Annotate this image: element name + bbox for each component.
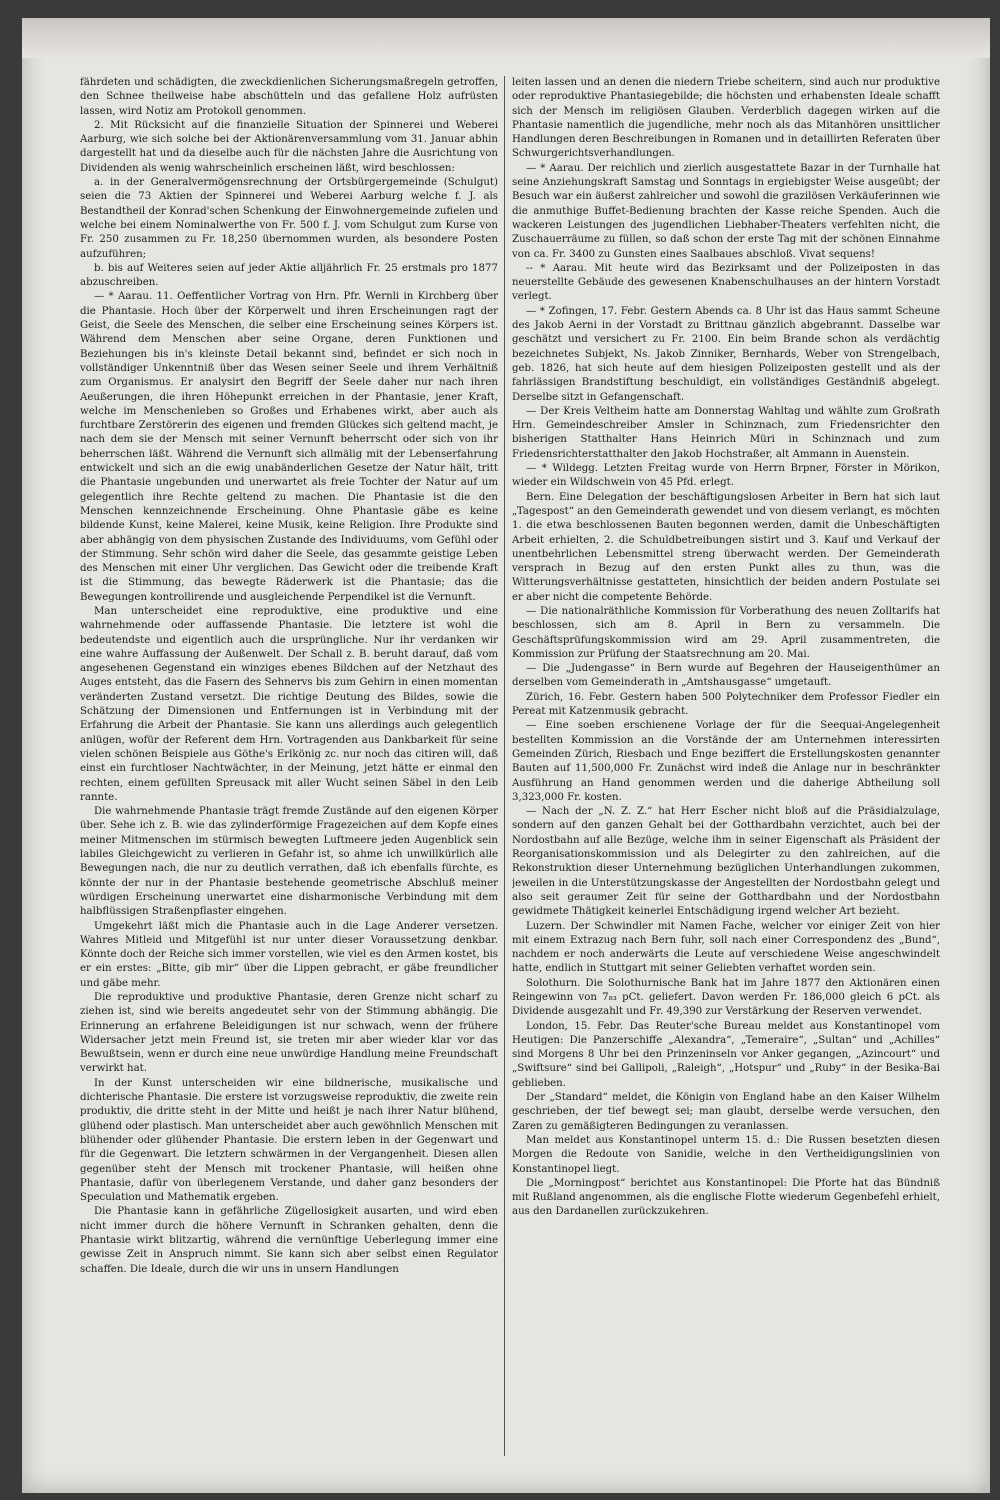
paragraph: 2. Mit Rücksicht auf die finanzielle Situation der Spinnerei und Weberei Aarburg, wie sich solche bei der Aktionärenversammlung vom 31. Januar abhin dargestellt hat und da dieselbe auch für die nächsten Jahre die Ausrichtung von Dividenden als wenig wahrscheinlich erscheinen läßt, wird beschlossen: bbox=[80, 119, 498, 174]
paragraph: — * Wildegg. Letzten Freitag wurde von Herrn Brpner, Förster in Mörikon, wieder ein Wildschwein von 45 Pfd. erlegt. bbox=[512, 463, 940, 489]
paragraph: Zürich, 16. Febr. Gestern haben 500 Polytechniker dem Professor Fiedler ein Pereat mit Katzenmusik gebracht. bbox=[512, 691, 940, 718]
paragraph: — * Aarau. Der reichlich und zierlich ausgestattete Bazar in der Turnhalle hat seine Anziehungskraft Samstag und Sonntags in ergiebigster Weise ausgeübt; der Besuch war ein äußerst zahlreicher und sowohl die grazilösen Verkäuferinnen wie die anmuthige Buffet-Bedienung brachten der Kasse reiche Spenden. Auch die wackeren Leistungen des jugendlichen Liebhaber-Theaters verfehlten nicht, die Zuschauerräume zu füllen, so daß schon der erste Tag mit der schönen Einnahme von ca. Fr. 3400 zu Gunsten eines Saalbaues abschloß. Vivat sequens! bbox=[512, 162, 940, 260]
paragraph: Man meldet aus Konstantinopel unterm 15. d.: Die Russen besetzten diesen Morgen die Redoute von Sanidie, welche in den Vertheidigungslinien von Konstantinopel liegt. bbox=[512, 1134, 940, 1175]
paragraph: Die „Morningpost“ berichtet aus Konstantinopel: Die Pforte hat das Bündniß mit Rußland angenommen, als die englische Flotte wiederum Gegenbefehl erhielt, aus den Dardanellen zurückzukehren. bbox=[512, 1177, 940, 1218]
newspaper-page bbox=[22, 18, 990, 1493]
column-divider bbox=[504, 76, 505, 1456]
paragraph: -- * Aarau. Mit heute wird das Bezirksamt und der Polizeiposten in das neuerstellte Gebäude des gewesenen Knabenschulhauses an der hintern Vorstadt verlegt. bbox=[512, 262, 940, 303]
paragraph: leiten lassen und an denen die niedern Triebe scheitern, sind auch nur produktive oder reproduktive Phantasiegebilde; die höchsten und erhabensten Ideale schafft sich der Mensch im religiösen Glauben. Verderblich dagegen wirken auf die Phantasie namentlich die jugendliche, mehr noch als das Mitanhören unsittlicher Handlungen deren Beschreibungen in Romanen und in detaillirten Referaten über Schwurgerichtsverhandlungen. bbox=[512, 77, 940, 160]
left-column bbox=[80, 76, 498, 1466]
paragraph: — * Aarau. 11. Oeffentlicher Vortrag von Hrn. Pfr. Wernli in Kirchberg über die Phantasie. Hoch über der Körperwelt und ihren Erscheinungen ragt der Geist, die Seele des Menschen, die selber eine Erscheinung seines Körpers ist. Während dem Menschen aber seine Organe, deren Funktionen und Beziehungen bis in's kleinste Detail bekannt sind, befindet er sich noch in vollständiger Unkenntniß über das Wesen seiner Seele und ihrem Verhältniß zum Organismus. Er analysirt den Begriff der Seele daher nur nach ihren Aeußerungen, die ihren Höhepunkt erreichen in der Phantasie, jener Kraft, welche im Menschenleben so Großes und Erhabenes wirkt, aber auch als furchtbare Zerstörerin des eigenen und fremden Glückes sich geltend macht, je nach dem sie der Mensch mit seiner Vernunft beherrscht oder sich von ihr beherrschen läßt. Während die Vernunft sich allmälig mit der Lebenserfahrung entwickelt und sich an die ewig unabänderlichen Gesetze der Natur hält, tritt die Phantasie ungebunden und unerwartet als freie Tochter der Natur auf um gelegentlich ihre Rechte geltend zu machen. Die Phantasie ist die den Menschen kennzeichnende Erscheinung. Ohne Phantasie gäbe es keine bildende Kunst, keine Malerei, keine Musik, keine Religion. Ihre Produkte sind aber abhängig von dem physischen Zustande des Individuums, vom Gefühl oder der Stimmung. Sehr schön wird daher die Seele, das gesammte geistige Leben des Menschen mit einer Uhr verglichen. Das Gewicht oder die treibende Kraft ist die Stimmung, das bewegte Räderwerk ist die Phantasie; das die Bewegungen kontrollirende und ausgleichende Perpendikel ist die Vernunft. bbox=[80, 291, 498, 603]
paragraph: In der Kunst unterscheiden wir eine bildnerische, musikalische und dichterische Phantasie. Die erstere ist vorzugsweise reproduktiv, die zweite rein produktiv, die dritte steht in der Mitte und heißt je nach ihrer Natur blühend, glühend oder plastisch. Man unterscheidet aber auch gewöhnlich Menschen mit blühender oder glühender Phantasie. Die erstern leben in der Gegenwart und für die Gegenwart. Die letztern schwärmen in der Vergangenheit. Diesen allen gegenüber steht der Mensch mit trockener Phantasie, will heißen ohne Phantasie, dafür von überlegenem Verstande, und daher ganz besonders der Speculation und Mathematik ergeben. bbox=[80, 1077, 498, 1204]
paragraph: — Die „Judengasse“ in Bern wurde auf Begehren der Hauseigenthümer an derselben vom Gemeinderath in „Amtshausgasse“ umgetauft. bbox=[512, 663, 940, 689]
paragraph: — Die nationalräthliche Kommission für Vorberathung des neuen Zolltarifs hat beschlossen, sich am 8. April in Bern zu versammeln. Die Geschäftsprüfungskommission wird am 29. April zusammentreten, die Kommission zur Prüfung der Staatsrechnung am 20. Mai. bbox=[512, 605, 940, 660]
paragraph: Bern. Eine Delegation der beschäftigungslosen Arbeiter in Bern hat sich laut „Tagespost“ an den Gemeinderath gewendet und von diesem verlangt, es möchten 1. die etwa beschlossenen Bauten begonnen werden, damit die Unbeschäftigten Arbeit erhielten, 2. die Schuldbetreibungen sistirt und 3. Kauf und Verkauf der unentbehrlichen Lebensmittel streng überwacht werden. Der Gemeinderath versprach in Bezug auf den ersten Punkt alles zu thun, was die Witterungsverhältnisse gestatteten, hinsichtlich der beiden andern Postulate sei er aber nicht die competente Behörde. bbox=[512, 491, 940, 603]
paragraph: Der „Standard“ meldet, die Königin von England habe an den Kaiser Wilhelm geschrieben, der tief bewegt sei; man glaubt, derselbe werde versuchen, den Zaren zu gemäßigteren Bedingungen zu veranlassen. bbox=[512, 1092, 940, 1132]
paragraph: London, 15. Febr. Das Reuter'sche Bureau meldet aus Konstantinopel vom Heutigen: Die Panzerschiffe „Alexandra“, „Temeraire“, „Sultan“ und „Achilles“ sind Morgens 8 Uhr bei den Prinzeninseln vor Anker gegangen, „Azincourt“ und „Swiftsure“ sind bei Gallipoli, „Raleigh“, „Hotspur“ und „Ruby“ in der Besika-Bai geblieben. bbox=[512, 1020, 940, 1089]
paragraph: Man unterscheidet eine reproduktive, eine produktive und eine wahrnehmende oder auffassende Phantasie. Die letztere ist wohl die bedeutendste und eigentlich auch die ursprüngliche. Nur ihr verdanken wir eine wahre Auffassung der Außenwelt. Der Schall z. B. beruht darauf, daß vom angesehenen Gegenstand ein winziges ebenes Bildchen auf der Netzhaut des Auges entsteht, das die Fasern des Sehnervs bis zum Gehirn in einen momentan veränderten Zustand versetzt. Die richtige Deutung des Bildes, sowie die Schätzung der Dimensionen und Entfernungen ist in Verbindung mit der Erfahrung die Arbeit der Phantasie. Sie kann uns allerdings auch gelegentlich anlügen, wofür der Referent dem Hrn. Vortragenden aus Dankbarkeit für seine vielen schönen Beispiele aus Göthe's Erlkönig zc. nur noch das citiren will, daß einst ein furchtloser Nachtwächter, in der Meinung, jetzt hätte er einmal den rechten, einem gefüllten Spreusack mit aller Wucht seinen Säbel in den Leib rannte. bbox=[80, 605, 498, 803]
paragraph: — Eine soeben erschienene Vorlage der für die Seequai-Angelegenheit bestellten Kommission an die Vorstände der am Unternehmen interessirten Gemeinden Zürich, Riesbach und Enge beziffert die Erstellungskosten genannter Bauten auf 11,500,000 Fr. Zunächst wird indeß die Anlage nur in beschränkter Ausführung an Hand genommen werden und die daherige Abtheilung soll 3,323,000 Fr. kosten. bbox=[512, 720, 940, 803]
paragraph: b. bis auf Weiteres seien auf jeder Aktie alljährlich Fr. 25 erstmals pro 1877 abzuschreiben. bbox=[80, 262, 498, 289]
page-top-edge bbox=[22, 18, 990, 58]
paragraph: a. in der Generalvermögensrechnung der Ortsbürgergemeinde (Schulgut) seien die 73 Aktien der Spinnerei und Weberei Aarburg welche f. J. als Bestandtheil der Konrad'schen Schenkung der Einwohnergemeinde zufielen und welche bei einem Nominalwerthe von Fr. 500 f. J. vom Schulgut zum Kurse von Fr. 250 zusammen zu Fr. 18,250 übernommen wurden, als besondere Posten aufzuführen; bbox=[80, 177, 498, 260]
right-column bbox=[512, 76, 940, 1466]
paragraph: fährdeten und schädigten, die zweckdienlichen Sicherungsmaßregeln getroffen, den Schnee theilweise habe abschütteln und das gefallene Holz aufrüsten lassen, wird Notiz am Protokoll genommen. bbox=[80, 77, 498, 117]
paragraph: Umgekehrt läßt mich die Phantasie auch in die Lage Anderer versetzen. Wahres Mitleid und Mitgefühl ist nur unter dieser Voraussetzung denkbar. Könnte doch der Reiche sich immer vorstellen, wie viel es den Armen kostet, bis er ein erstes: „Bitte, gib mir“ über die Lippen gebracht, er gäbe freundlicher und gäbe mehr. bbox=[80, 920, 498, 989]
paragraph: Solothurn. Die Solothurnische Bank hat im Jahre 1877 den Aktionären einen Reingewinn von 7₈₃ pCt. geliefert. Davon werden Fr. 186,000 gleich 6 pCt. als Dividende ausgezahlt und Fr. 49,390 zur Verstärkung der Reserven verwendet. bbox=[512, 977, 940, 1018]
paragraph: Luzern. Der Schwindler mit Namen Fache, welcher vor einiger Zeit von hier mit einem Extrazug nach Bern fuhr, soll nach einer Correspondenz des „Bund“, nachdem er noch anderwärts die Leute auf verschiedene Weise angeschwindelt hatte, endlich in Stuttgart mit seiner Geliebten verhaftet worden sein. bbox=[512, 920, 940, 975]
paragraph: — * Zofingen, 17. Febr. Gestern Abends ca. 8 Uhr ist das Haus sammt Scheune des Jakob Aerni in der Vorstadt zu Brittnau gänzlich abgebrannt. Dasselbe war geschätzt und versichert zu Fr. 2100. Ein beim Brande schon als verdächtig bezeichnetes Subjekt, Ns. Jakob Zinniker, Bernhards, Weber von Strengelbach, geb. 1826, hat sich heute auf dem hiesigen Polizeiposten gestellt und als der fahrlässigen Brandstiftung beschuldigt, ein vollständiges Geständniß abgelegt. Derselbe sitzt in Gefangenschaft. bbox=[512, 305, 940, 403]
paragraph: Die reproduktive und produktive Phantasie, deren Grenze nicht scharf zu ziehen ist, sind wie bereits angedeutet sehr von der Stimmung abhängig. Die Erinnerung an erfahrene Beleidigungen ist nur schwach, wenn der frühere Widersacher jetzt mein Freund ist, sie treten mir aber wieder klar vor das Bewußtsein, wenn er durch eine neue unwürdige Handlung meine Freundschaft verwirkt hat. bbox=[80, 992, 498, 1075]
paragraph: — Der Kreis Veltheim hatte am Donnerstag Wahltag und wählte zum Großrath Hrn. Gemeindeschreiber Amsler in Schinznach, zum Friedensrichter den bisherigen Statthalter Hans Heinrich Müri in Schinznach und zum Friedensrichterstatthalter den Jakob Hochstraßer, alt Ammann in Auenstein. bbox=[512, 405, 940, 460]
paragraph: Die wahrnehmende Phantasie trägt fremde Zustände auf den eigenen Körper über. Sehe ich z. B. wie das zylinderförmige Fragezeichen auf dem Kopfe eines meiner Mitmenschen im stürmisch bewegten Luftmeere jeden Augenblick sein labiles Gleichgewicht zu verlieren in Gefahr ist, so ahme ich unwillkürlich alle Bewegungen nach, die nur zu deutlich verrathen, daß ich ebenfalls fürchte, es könnte der nur in der Phantasie bestehende geometrische Abschluß meiner würdigen Erscheinung unerwartet eine disharmonische Verbindung mit dem halbflüssigen Straßenpflaster eingehen. bbox=[80, 806, 498, 918]
paragraph: Die Phantasie kann in gefährliche Zügellosigkeit ausarten, und wird eben nicht immer durch die höhere Vernunft in Schranken gehalten, denn die Phantasie wirkt blitzartig, während die vernünftige Ueberlegung immer eine gewisse Zeit in Anspruch nimmt. Sie kann sich aber selbst einen Regulator schaffen. Die Ideale, durch die wir uns in unsern Handlungen bbox=[80, 1206, 498, 1275]
paragraph: — Nach der „N. Z. Z.“ hat Herr Escher nicht bloß auf die Präsidialzulage, sondern auf den ganzen Gehalt bei der Gotthardbahn verzichtet, auch bei der Nordostbahn auf alle Bezüge, welche ihm in seiner Eigenschaft als Präsident der Reorganisationskommission und als Delegirter zu den zahlreichen, auf die Rekonstruktion dieser Unternehmung bezüglichen Unterhandlungen zukommen, jeweilen in die Unterstützungskasse der Angestellten der Nordostbahn gelegt und also seit geraumer Zeit für seine der Gotthardbahn und der Nordostbahn gewidmete Thätigkeit keinerlei Entschädigung irgend welcher Art bezieht. bbox=[512, 806, 940, 918]
